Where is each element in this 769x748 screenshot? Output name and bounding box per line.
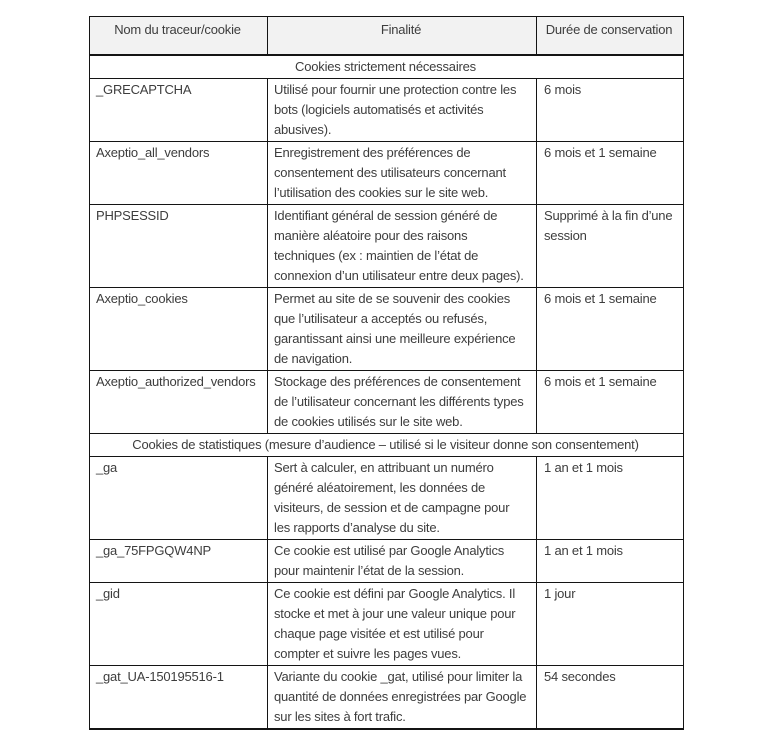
cookie-duration: 6 mois et 1 semaine [537,371,684,434]
section-title: Cookies strictement nécessaires [90,55,684,79]
cookie-duration: 1 an et 1 mois [537,540,684,583]
cookie-duration: 6 mois et 1 semaine [537,288,684,371]
cookie-name: Axeptio_authorized_vendors [90,371,268,434]
cookie-purpose: Variante du cookie _gat, utilisé pour limiter la quantité de données enregistrées par Google sur les sites à fort trafic. [268,666,537,730]
table-header-row [90,17,684,56]
cookie-name: Axeptio_cookies [90,288,268,371]
cookie-name: _GRECAPTCHA [90,79,268,142]
section-header-statistics [90,434,684,457]
cookies-table [89,16,684,730]
table-row [90,288,684,371]
section-header-necessary [90,55,684,79]
table-row [90,583,684,666]
table-row [90,540,684,583]
cookie-name: _ga [90,457,268,540]
cookie-name: PHPSESSID [90,205,268,288]
cookie-purpose: Ce cookie est utilisé par Google Analytics pour maintenir l’état de la session. [268,540,537,583]
cookie-purpose: Utilisé pour fournir une protection contre les bots (logiciels automatisés et activités abusives). [268,79,537,142]
cookie-name: _gat_UA-150195516-1 [90,666,268,730]
table-row [90,666,684,730]
column-header-purpose: Finalité [268,17,537,56]
cookie-purpose: Enregistrement des préférences de consentement des utilisateurs concernant l’utilisation des cookies sur le site web. [268,142,537,205]
cookie-purpose: Ce cookie est défini par Google Analytics. Il stocke et met à jour une valeur unique pour chaque page visitée et est utilisé pour compter et suivre les pages vues. [268,583,537,666]
cookie-purpose: Identifiant général de session généré de manière aléatoire pour des raisons techniques (ex : maintien de l’état de connexion d’un utilisateur entre deux pages). [268,205,537,288]
cookie-purpose: Permet au site de se souvenir des cookies que l’utilisateur a acceptés ou refusés, garantissant ainsi une meilleure expérience de navigation. [268,288,537,371]
table-row [90,371,684,434]
cookie-duration: 6 mois et 1 semaine [537,142,684,205]
column-header-duration: Durée de conservation [537,17,684,56]
table-row [90,205,684,288]
section-title: Cookies de statistiques (mesure d’audience – utilisé si le visiteur donne son consentement) [90,434,684,457]
cookie-name: Axeptio_all_vendors [90,142,268,205]
table-row [90,142,684,205]
cookie-purpose: Stockage des préférences de consentement de l’utilisateur concernant les différents types de cookies utilisés sur le site web. [268,371,537,434]
column-header-cookie-name: Nom du traceur/cookie [90,17,268,56]
cookie-duration: 1 jour [537,583,684,666]
cookie-name: _ga_75FPGQW4NP [90,540,268,583]
cookie-duration: Supprimé à la fin d’une session [537,205,684,288]
cookie-duration: 1 an et 1 mois [537,457,684,540]
table-row [90,79,684,142]
table-row [90,457,684,540]
cookie-name: _gid [90,583,268,666]
cookie-duration: 54 secondes [537,666,684,730]
cookie-purpose: Sert à calculer, en attribuant un numéro généré aléatoirement, les données de visiteurs, de session et de campagne pour les rapports d’analyse du site. [268,457,537,540]
cookie-duration: 6 mois [537,79,684,142]
